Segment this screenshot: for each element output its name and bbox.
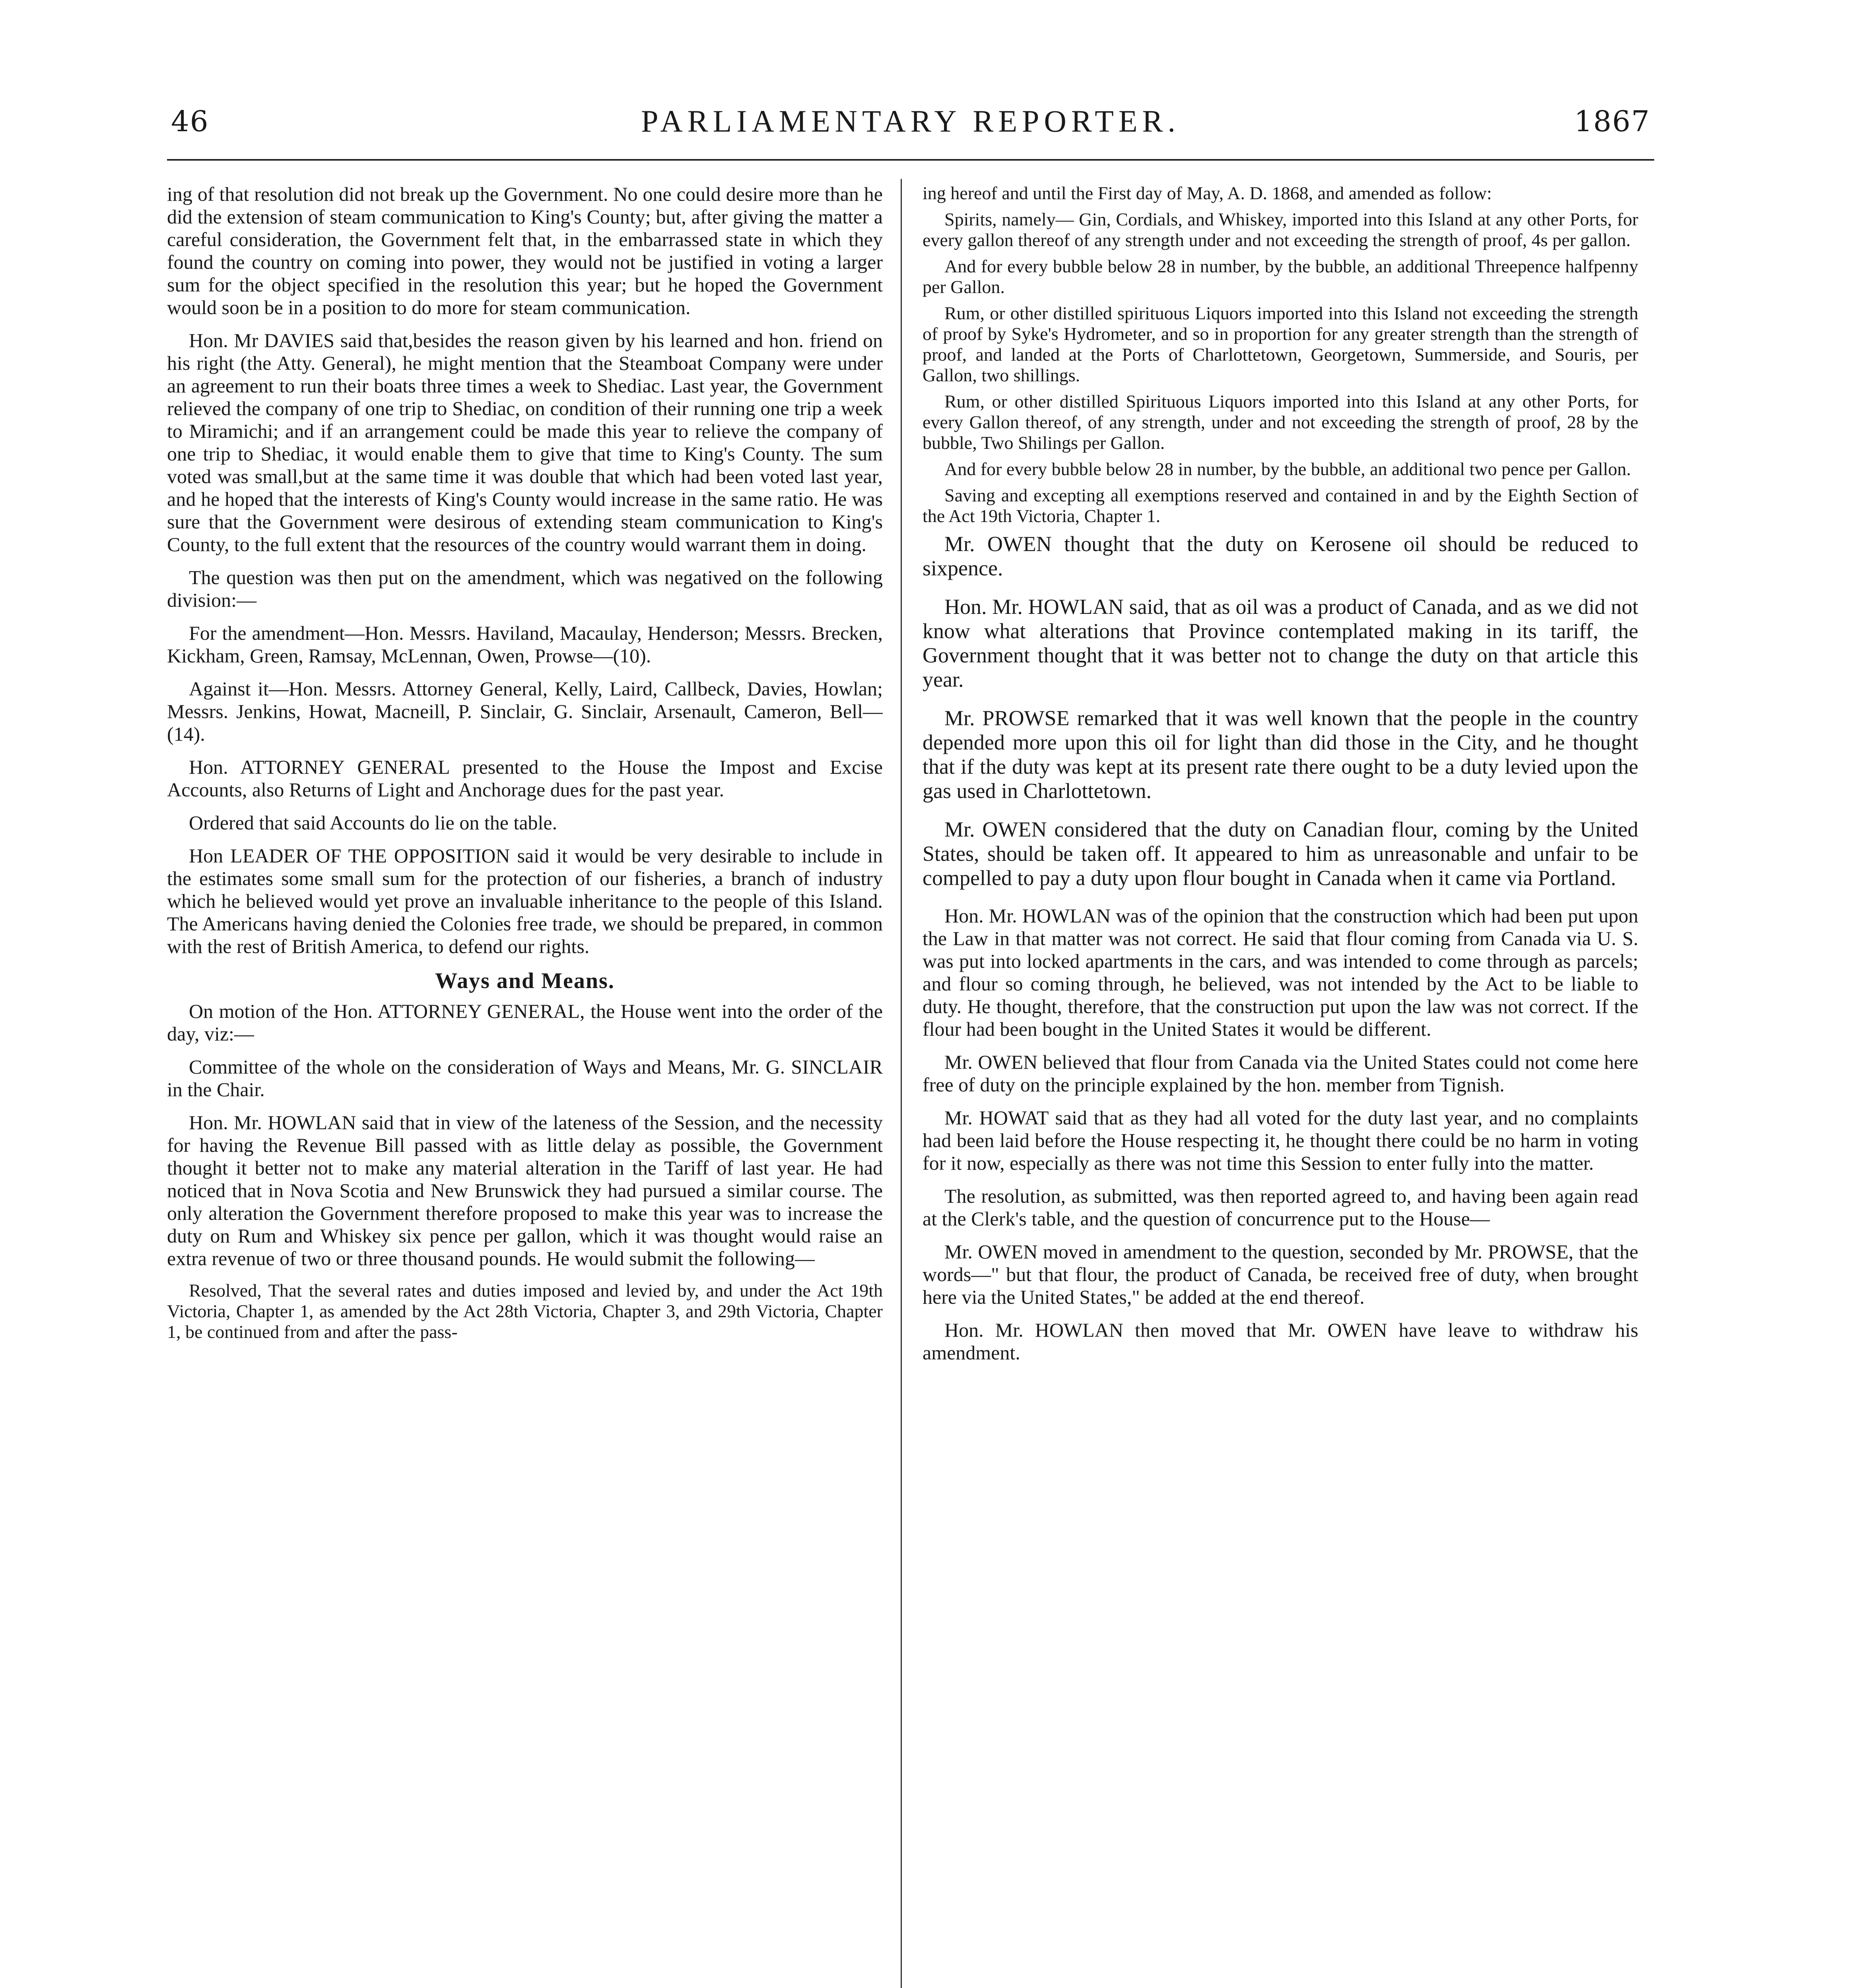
- paragraph: Mr. OWEN moved in amendment to the question, seconded by Mr. PROWSE, that the words—" but that flour, the product of Canada, be received free of duty, when brought here via the United States," be added at the end thereof.: [923, 1241, 1638, 1308]
- paragraph: Committee of the whole on the consideration of Ways and Means, Mr. G. SINCLAIR in the Chair.: [167, 1056, 883, 1101]
- tariff-item: Rum, or other distilled Spirituous Liquors imported into this Island at any other Ports, for every Gallon thereof, of any strength, under and not exceeding the strength of proof, 28 by the bubble, Two Shilings per Gallon.: [923, 391, 1638, 453]
- paragraph: Ordered that said Accounts do lie on the table.: [189, 812, 557, 834]
- tariff-item: And for every bubble below 28 in number, by the bubble, an additional Threepence halfpenny per Gallon.: [923, 256, 1638, 297]
- publication-year: 1867: [1574, 105, 1650, 138]
- paragraph: Mr. PROWSE remarked that it was well known that the people in the country depended more upon this oil for light than did those in the City, and he thought that if the duty was kept at its present rate there ought to be a duty levied upon the gas used in Charlottetown.: [923, 706, 1638, 803]
- paragraph: Hon. Mr. HOWLAN was of the opinion that the construction which had been put upon the Law in that matter was not correct. He said that flour coming from Canada via U. S. was put into locked apartments in the cars, and was intended to come through as parcels; and flour so coming through, he believed, was not intended by the Act to be liable to duty. He thought, therefore, that the construction put upon the law was not correct. If the flour had been bought in the United States it would be different.: [923, 905, 1638, 1040]
- tariff-item: Rum, or other distilled spirituous Liquors imported into this Island not exceeding the strength of proof by Syke's Hydrometer, and so in proportion for any greater strength than the strength of proof, and landed at the Ports of Charlottetown, Georgetown, Summerside, and Souris, per Gallon, two shillings.: [923, 303, 1638, 385]
- paragraph: Hon. Mr. HOWLAN said that in view of the lateness of the Session, and the necessity for having the Revenue Bill passed with as little delay as possible, the Government thought it better not to make any material alteration in the Tariff of last year. He had noticed that in Nova Scotia and New Brunswick they had pursued a similar course. The only alteration the Government therefore proposed to make this year was to increase the duty on Rum and Whiskey six pence per gallon, which it was thought would raise an extra revenue of two or three thousand pounds. He would submit the following—: [167, 1111, 883, 1270]
- paragraph: Hon. Mr DAVIES said that,besides the reason given by his learned and hon. friend on his right (the Atty. General), he might mention that the Steamboat Company were under an agreement to run their boats three times a week to Shediac. Last year, the Government relieved the company of one trip to Shediac, on condition of their running one trip a week to Miramichi; and if an arrangement could be made this year to relieve the company of one trip to Shediac, it would enable them to give that time to King's County. The sum voted was small,but at the same time it was double that which had been voted last year, and he hoped that the interests of King's County would increase in the same ratio. He was sure that the Government were desirous of extending steam communication to King's County, to the full extent that the resources of the country would warrant them in doing.: [167, 329, 883, 555]
- paragraph: On motion of the Hon. ATTORNEY GENERAL, the House went into the order of the day, viz:—: [167, 1000, 883, 1045]
- paragraph: The resolution, as submitted, was then reported agreed to, and having been again read at the Clerk's table, and the question of concurrence put to the House—: [923, 1185, 1638, 1230]
- paragraph: Mr. OWEN considered that the duty on Canadian flour, coming by the United States, should be taken off. It appeared to him as unreasonable and unfair to be compelled to pay a duty upon flour bought in Canada when it came via Portland.: [923, 817, 1638, 890]
- division-against: Against it—Hon. Messrs. Attorney General, Kelly, Laird, Callbeck, Davies, Howlan; Messrs. Jenkins, Howat, Macneill, P. Sinclair, G. Sinclair, Arsenault, Cameron, Bell—(14).: [167, 678, 883, 745]
- paragraph: Mr. OWEN thought that the duty on Kerosene oil should be reduced to sixpence.: [923, 532, 1638, 580]
- left-column: [167, 183, 883, 1988]
- division-for: For the amendment—Hon. Messrs. Haviland, Macaulay, Henderson; Messrs. Brecken, Kickham, Green, Ramsay, McLennan, Owen, Prowse—(10).: [167, 622, 883, 667]
- paragraph: Hon. Mr. HOWLAN then moved that Mr. OWEN have leave to withdraw his amendment.: [923, 1319, 1638, 1364]
- publication-title: PARLIAMENTARY REPORTER.: [641, 104, 1180, 138]
- paragraph: Hon. Mr. HOWLAN said, that as oil was a product of Canada, and as we did not know what alterations that Province contemplated making in its tariff, the Government thought that it was better not to change the duty on that article this year.: [923, 595, 1638, 691]
- paragraph: Hon LEADER OF THE OPPOSITION said it would be very desirable to include in the estimates some small sum for the protection of our fisheries, a branch of industry which he believed would yet prove an invaluable inheritance to the people of this Island. The Americans having denied the Colonies free trade, we should be prepared, in common with the rest of British America, to defend our rights.: [167, 845, 883, 957]
- tariff-item: Saving and excepting all exemptions reserved and contained in and by the Eighth Section of the Act 19th Victoria, Chapter 1.: [923, 485, 1638, 526]
- paragraph: The question was then put on the amendment, which was negatived on the following division:—: [167, 566, 883, 611]
- tariff-item: Spirits, namely— Gin, Cordials, and Whiskey, imported into this Island at any other Ports, for every gallon thereof of any strength under and not exceeding the strength of proof, 4s per gallon.: [923, 209, 1638, 250]
- header-rule: [167, 159, 1654, 161]
- newspaper-page: [167, 99, 1654, 1988]
- tariff-item: And for every bubble below 28 in number, by the bubble, an additional two pence per Gallon.: [944, 459, 1631, 479]
- paragraph: ing hereof and until the First day of May, A. D. 1868, and amended as follow:: [923, 183, 1492, 203]
- page-header: [167, 99, 1654, 143]
- column-divider: [901, 179, 902, 1988]
- paragraph: Mr. HOWAT said that as they had all voted for the duty last year, and no complaints had been laid before the House respecting it, he thought there could be no harm in voting for it now, especially as there was not time this Session to enter fully into the matter.: [923, 1107, 1638, 1174]
- page-number: 46: [171, 105, 209, 138]
- paragraph: Mr. OWEN believed that flour from Canada via the United States could not come here free of duty on the principle explained by the hon. member from Tignish.: [923, 1051, 1638, 1096]
- resolution-text: Resolved, That the several rates and duties imposed and levied by, and under the Act 19th Victoria, Chapter 1, as amended by the Act 28th Victoria, Chapter 3, and 29th Victoria, Chapter 1, be continued from and after the pass-: [167, 1280, 883, 1342]
- paragraph: ing of that resolution did not break up the Government. No one could desire more than he did the extension of steam communication to King's County; but, after giving the matter a careful consideration, the Government felt that, in the embarrassed state in which they found the country on coming into power, they would not be justified in voting a larger sum for the object specified in the resolution this year; but he hoped the Government would soon be in a position to do more for steam communication.: [167, 183, 883, 318]
- paragraph: Hon. ATTORNEY GENERAL presented to the House the Impost and Excise Accounts, also Returns of Light and Anchorage dues for the past year.: [167, 756, 883, 801]
- right-column: [923, 183, 1638, 1988]
- section-heading: Ways and Means.: [435, 969, 615, 993]
